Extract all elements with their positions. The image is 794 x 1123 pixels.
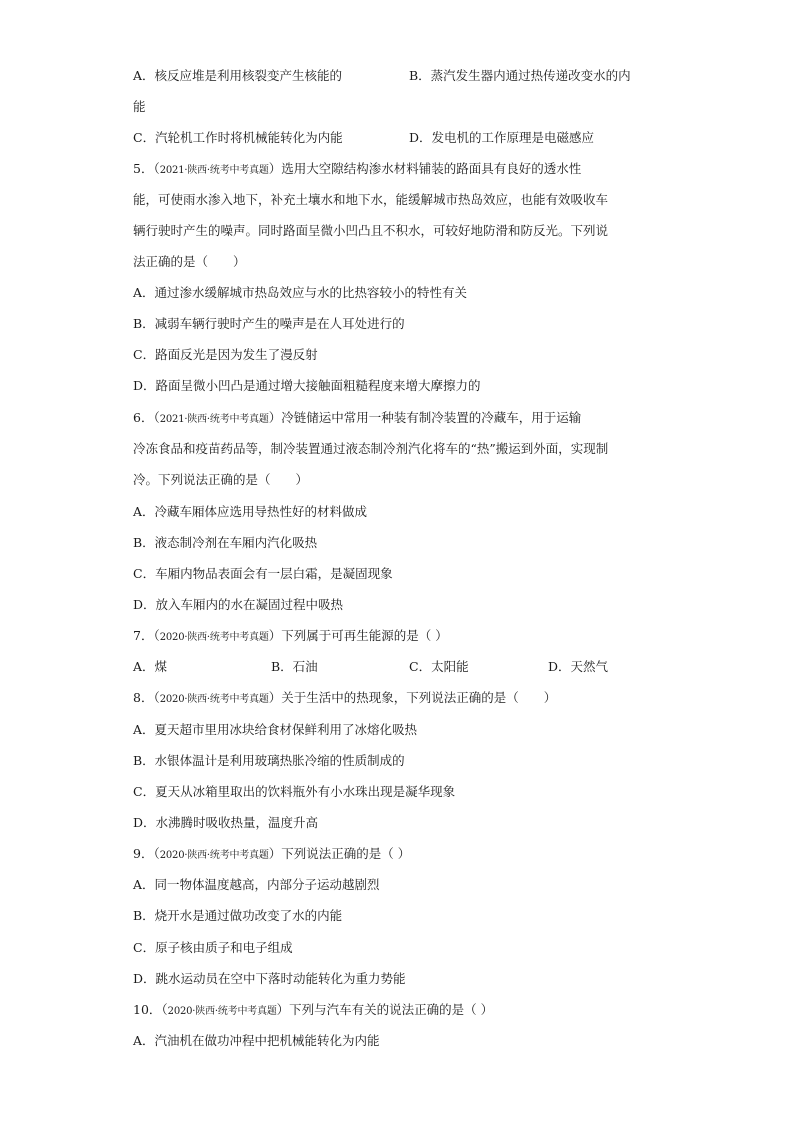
q10-source: 2020·陕西·统考中考真题 xyxy=(167,1006,277,1017)
q8-stem-text: ）关于生活中的热现象，下列说法正确的是（ ） xyxy=(268,690,557,705)
q5-option-b: B．减弱车辆行驶时产生的噪声是在人耳处进行的 xyxy=(133,316,405,331)
q10-number: 10．（ xyxy=(133,1002,168,1017)
q10-stem-text: ）下列与汽车有关的说法正确的是（ ） xyxy=(276,1002,494,1017)
q5-stem-line-4: 法正确的是（ ） xyxy=(133,254,246,269)
q5-stem-text: ）选用大空隙结构渗水材料铺装的路面具有良好的透水性 xyxy=(268,161,582,176)
q6-option-d: D．放入车厢内的水在凝固过程中吸热 xyxy=(133,597,344,612)
q4-option-d: D．发电机的工作原理是电磁感应 xyxy=(409,130,595,145)
q4-option-c: C．汽轮机工作时将机械能转化为内能 xyxy=(133,130,343,145)
q6-source: 2021·陕西·统考中考真题 xyxy=(159,414,269,425)
q7-option-d: D．天然气 xyxy=(548,659,609,674)
q9-stem-text: ）下列说法正确的是（ ） xyxy=(268,846,411,861)
q5-source: 2021·陕西·统考中考真题 xyxy=(159,165,269,176)
q7-number: 7．（ xyxy=(133,628,160,643)
q9-option-d: D．跳水运动员在空中下落时动能转化为重力势能 xyxy=(133,971,406,986)
q6-option-a: A．冷藏车厢体应选用导热性好的材料做成 xyxy=(133,504,368,519)
q4-options-row-1 xyxy=(133,66,713,86)
q7-option-a: A．煤 xyxy=(133,659,168,674)
q9-source: 2020·陕西·统考中考真题 xyxy=(159,850,269,861)
q5-stem-line-3: 辆行驶时产生的噪声。同时路面呈微小凹凸且不积水，可较好地防滑和防反光。下列说 xyxy=(133,223,609,238)
q6-option-c: C．车厢内物品表面会有一层白霜，是凝固现象 xyxy=(133,566,393,581)
q8-stem xyxy=(133,688,556,708)
q4-option-b: B．蒸汽发生器内通过热传递改变水的内 xyxy=(409,68,631,83)
q7-stem-text: ）下列属于可再生能源的是（ ） xyxy=(268,628,448,643)
q9-option-c: C．原子核由质子和电子组成 xyxy=(133,940,293,955)
q4-option-a: A．核反应堆是利用核裂变产生核能的 xyxy=(133,68,343,83)
q10-option-a: A．汽油机在做功冲程中把机械能转化为内能 xyxy=(133,1033,380,1048)
q8-number: 8．（ xyxy=(133,690,160,705)
q9-option-b: B．烧开水是通过做功改变了水的内能 xyxy=(133,908,343,923)
q10-stem xyxy=(133,1000,493,1020)
q8-option-c: C．夏天从冰箱里取出的饮料瓶外有小水珠出现是凝华现象 xyxy=(133,784,456,799)
q5-option-a: A．通过渗水缓解城市热岛效应与水的比热容较小的特性有关 xyxy=(133,285,468,300)
q4-options-row-2 xyxy=(133,128,713,148)
q6-option-b: B．液态制冷剂在车厢内汽化吸热 xyxy=(133,535,318,550)
q5-option-c: C．路面反光是因为发生了漫反射 xyxy=(133,347,318,362)
q9-option-a: A．同一物体温度越高，内部分子运动越剧烈 xyxy=(133,877,380,892)
q7-option-b: B．石油 xyxy=(271,659,318,674)
q8-source: 2020·陕西·统考中考真题 xyxy=(159,694,269,705)
q7-stem xyxy=(133,626,448,646)
q5-stem-line-1 xyxy=(133,159,581,179)
q6-stem-text: ）冷链储运中常用一种装有制冷装置的冷藏车，用于运输 xyxy=(268,410,582,425)
q6-stem-line-2: 冷冻食品和疫苗药品等，制冷装置通过液态制冷剂汽化将车的“热”搬运到外面，实现制 xyxy=(133,441,609,456)
q6-number: 6．（ xyxy=(133,410,160,425)
q4-option-b-continued: 能 xyxy=(133,99,146,114)
q8-option-a: A．夏天超市里用冰块给食材保鲜利用了冰熔化吸热 xyxy=(133,722,418,737)
q5-option-d: D．路面呈微小凹凸是通过增大接触面粗糙程度来增大摩擦力的 xyxy=(133,378,481,393)
q7-options-row xyxy=(133,657,733,677)
q6-stem-line-1 xyxy=(133,408,581,428)
q7-source: 2020·陕西·统考中考真题 xyxy=(159,632,269,643)
q5-number: 5．（ xyxy=(133,161,160,176)
q7-option-c: C．太阳能 xyxy=(409,659,469,674)
q9-number: 9．（ xyxy=(133,846,160,861)
q5-stem-line-2: 能，可使雨水渗入地下，补充土壤水和地下水，能缓解城市热岛效应，也能有效吸收车 xyxy=(133,192,609,207)
q8-option-b: B．水银体温计是利用玻璃热胀冷缩的性质制成的 xyxy=(133,753,405,768)
q6-stem-line-3: 冷。下列说法正确的是（ ） xyxy=(133,472,309,487)
q8-option-d: D．水沸腾时吸收热量，温度升高 xyxy=(133,815,319,830)
q9-stem xyxy=(133,844,410,864)
